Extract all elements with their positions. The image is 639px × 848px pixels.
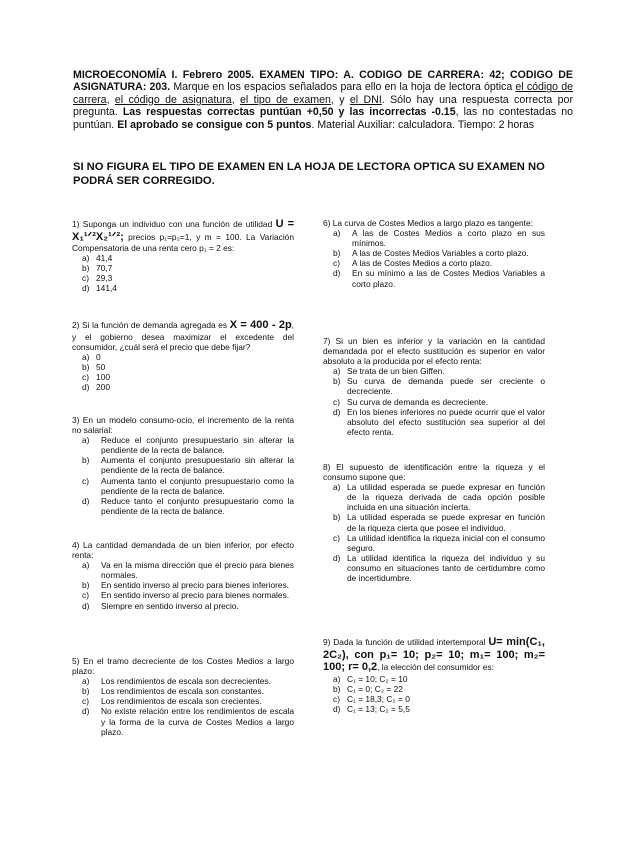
question-stem: 9) Dada la función de utilidad intertemporal U= min(C₁, 2C₂), con p₁= 10; p₂= 10; m₁= 100; m₂= 100; r= 0,2, la elección del consumidor es: [323, 636, 545, 673]
answer-option: a) Se trata de un bien Giffen. [333, 366, 445, 377]
answer-option: a) La utilidad esperada se puede expresar en función de la riqueza derivada de cada opción posible incluida en una situación incierta. [333, 482, 545, 513]
answer-option: d) 200 [82, 381, 110, 392]
question-stem: 7) Si un bien es inferior y la variación en la cantidad demandada por el efecto sustitución es superior en valor absoluto a la producida por el efecto renta: [323, 336, 545, 367]
answer-option: d) Reduce tanto el conjunto presupuestario como la pendiente de la recta de balance. [82, 495, 294, 516]
question-stem: 8) El supuesto de identificación entre la riqueza y el consumo supone que: [323, 462, 545, 483]
exam-identification: MICROECONOMÍA I. Febrero 2005. EXAMEN TIPO: A. CODIGO DE CARRERA: 42; CODIGO DE ASIGNATURA: 203. [73, 69, 573, 94]
answer-option: b) 50 [82, 361, 106, 372]
exam-header: MICROECONOMÍA I. Febrero 2005. EXAMEN TIPO: A. CODIGO DE CARRERA: 42; CODIGO DE ASIGNATURA: 203. Marque en los espacios señalados para ello en la hoja de lectora óptica el código de carrera, el código de asignatura, el tipo de examen, y el DNI. Sólo hay una respuesta correcta por pregunta. Las respuestas correctas puntúan +0,50 y las incorrectas -0.15, las no contestadas no puntúan. El aprobado se consigue con 5 puntos. Material Auxiliar: calculadora. Tiempo: 2 horas [73, 69, 573, 131]
answer-option: b) C₁ = 0; C₂ = 22 [333, 683, 403, 694]
demand-formula: X = 400 - 2p [229, 319, 292, 331]
question-8 [323, 462, 545, 583]
answer-option: d) En los bienes inferiores no puede ocurrir que el valor absoluto del efecto sustitución sea superior al del efecto renta. [333, 406, 545, 437]
answer-option: c) En sentido inverso al precio para bienes normales. [82, 590, 290, 601]
answer-option: b) La utilidad esperada se puede expresar en función de la riqueza cierta que posee el individuo. [333, 512, 545, 533]
question-stem: 4) La cantidad demandada de un bien inferior, por efecto renta: [72, 540, 294, 561]
answer-option: d) La utilidad identifica la riqueza del individuo y su consumo en situaciones tanto de certidumbre como de incertidumbre. [333, 552, 545, 584]
question-stem: 1) Suponga un individuo con una función de utilidad U = X₁¹ᐟ²X₂¹ᐟ²; precios p₁=p₂=1, y m = 100. La Variación Compensatoria de una renta cero p₁ = 2 es: [72, 218, 294, 253]
answer-option: b) 70,7 [82, 263, 113, 274]
question-3 [72, 415, 294, 516]
answer-option: b) Aumenta el conjunto presupuestario sin alterar la pendiente de la recta de balance. [82, 455, 294, 476]
question-stem: 2) Si la función de demanda agregada es X = 400 - 2p, y el gobierno desea maximizar el excedente del consumidor, ¿cuál será el precio que debe fijar? [72, 319, 294, 352]
exam-type-warning: SI NO FIGURA EL TIPO DE EXAMEN EN LA HOJA DE LECTORA OPTICA SU EXAMEN NO PODRÁ SER CORREGIDO. [73, 161, 545, 187]
answer-option: c) 100 [82, 371, 110, 382]
instruction-career-code: el código de carrera [73, 81, 573, 106]
answer-option: c) A las de Costes Medios a corto plazo. [333, 258, 493, 269]
answer-option: d) Siempre en sentido inverso al precio. [82, 600, 239, 611]
answer-option: b) En sentido inverso al precio para bienes inferiores. [82, 580, 290, 591]
instruction-exam-type: el tipo de examen [240, 93, 331, 106]
answer-option: b) Su curva de demanda puede ser creciente o decreciente. [333, 376, 545, 397]
answer-option: c) La utilidad identifica la riqueza inicial con el consumo seguro. [333, 532, 545, 553]
question-stem: 5) En el tramo decreciente de los Costes Medios a largo plazo: [72, 656, 294, 677]
answer-option: b) A las de Costes Medios Variables a corto plazo. [333, 248, 529, 259]
question-1 [72, 218, 294, 293]
question-4 [72, 540, 294, 611]
material-and-time: . Material Auxiliar: calculadora. Tiempo: 2 horas [311, 118, 535, 131]
answer-option: a) Va en la misma dirección que el precio para bienes normales. [82, 560, 294, 581]
scoring-rule: Las respuestas correctas puntúan +0,50 y las incorrectas -0.15 [122, 106, 456, 119]
answer-option: a) C₁ = 10; C₂ = 10 [333, 673, 408, 684]
answer-option: c) C₁ = 18,3; C₂ = 0 [333, 693, 410, 704]
answer-option: a) 41,4 [82, 253, 113, 264]
answer-option: d) No existe relación entre los rendimientos de escala y la forma de la curva de Costes Medios a largo plazo. [82, 706, 294, 737]
passing-rule: El aprobado se consigue con 5 puntos [117, 118, 312, 131]
question-9 [323, 636, 545, 714]
answer-option: a) Reduce el conjunto presupuestario sin alterar la pendiente de la recta de balance. [82, 435, 294, 456]
question-2 [72, 319, 294, 392]
question-6 [323, 218, 545, 289]
answer-option: b) Los rendimientos de escala son constantes. [82, 686, 264, 697]
question-stem: 6) La curva de Costes Medios a largo plazo es tangente: [323, 218, 533, 228]
answer-option: c) 29,3 [82, 273, 113, 284]
instruction-subject-code: el código de asignatura [114, 93, 232, 106]
answer-option: c) Los rendimientos de escala son crecientes. [82, 696, 262, 707]
utility-formula: U = X₁¹ᐟ²X₂¹ᐟ²; [72, 218, 294, 243]
answer-option: d) C₁ = 13; C₂ = 5,5 [333, 703, 410, 714]
answer-option: a) A las de Costes Medios a corto plazo en sus mínimos. [333, 228, 545, 249]
question-5 [72, 656, 294, 737]
answer-option: c) Su curva de demanda es decreciente. [333, 396, 489, 407]
answer-option: a) 0 [82, 351, 101, 362]
answer-option: a) Los rendimientos de escala son decrecientes. [82, 676, 271, 687]
question-7 [323, 336, 545, 437]
answer-option: d) 141,4 [82, 283, 117, 294]
question-stem: 3) En un modelo consumo-ocio, el incremento de la renta no salarial: [72, 415, 294, 436]
intertemporal-utility-formula: U= min(C₁, 2C₂), con p₁= 10; p₂= 10; m₁= 100; m₂= 100; r= 0,2 [323, 636, 545, 673]
answer-option: d) En su mínimo a las de Costes Medios Variables a corto plazo. [333, 268, 545, 289]
answer-option: c) Aumenta tanto el conjunto presupuestario como la pendiente de la recta de balance. [82, 475, 294, 496]
instruction-dni: el DNI [349, 93, 382, 106]
instructions-text: Marque en los espacios señalados para ello en la hoja de lectora óptica [170, 81, 516, 94]
